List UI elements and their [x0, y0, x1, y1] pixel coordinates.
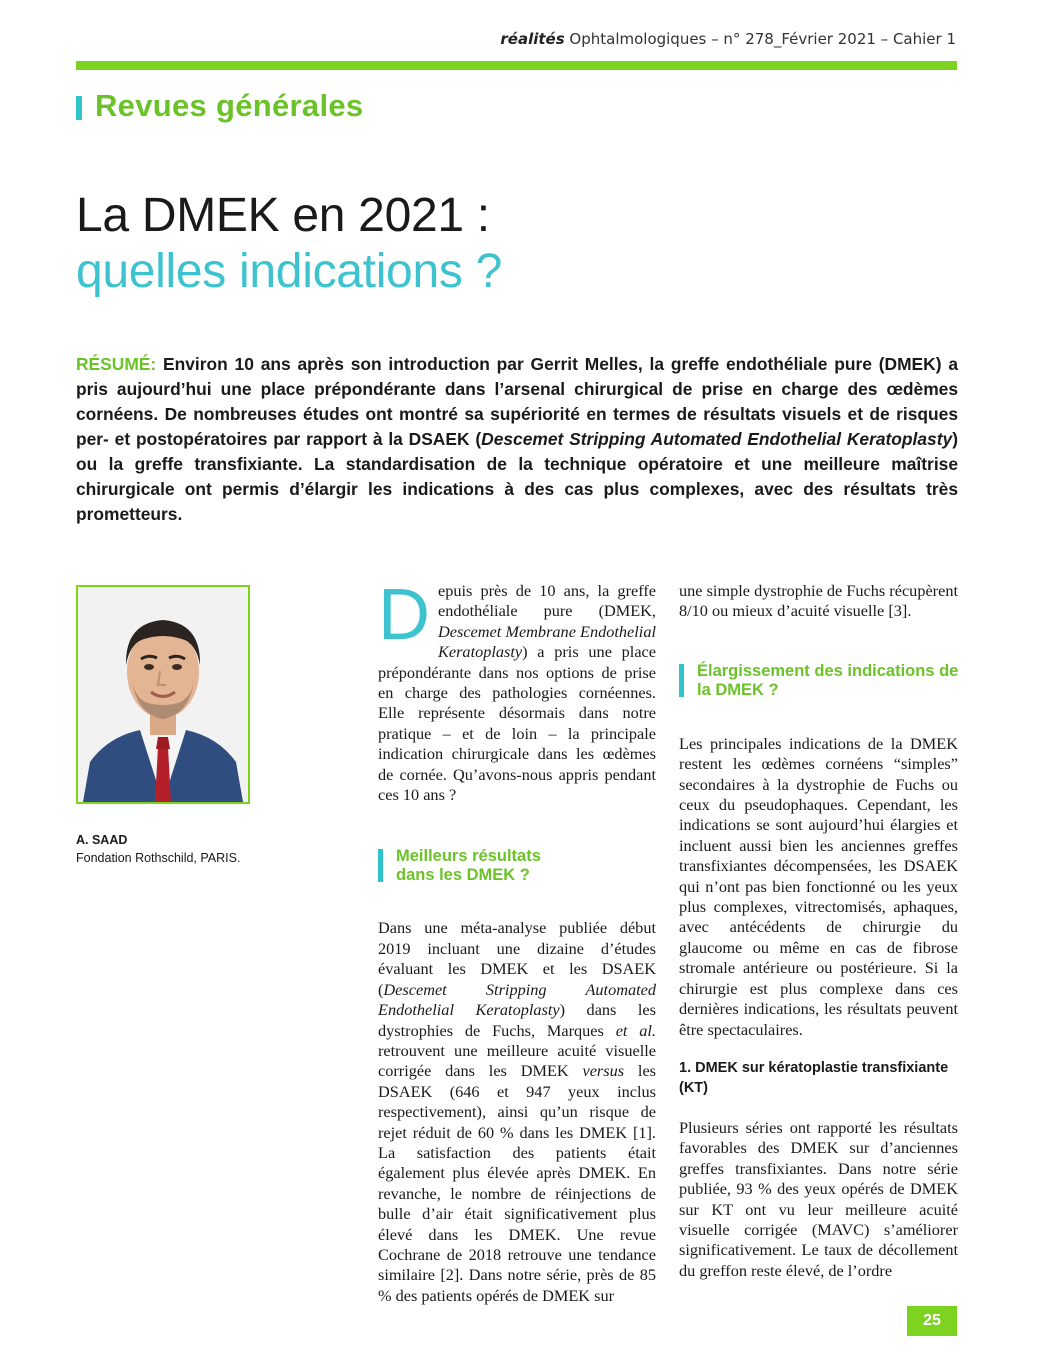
intro-text: epuis près de 10 ans, la greffe endothéliale pure (DMEK, [438, 581, 656, 621]
p2-text-d: les DSAEK (646 et 947 yeux inclus respectivement), ainsi qu’un risque de rejet réduit de 60 % dans les DMEK [1]. La satisfaction des patients était également plus élevée après DMEK. En revanche, le nombre de réinjections de bulle d’air était significativement plus élevé dans les DMEK. Une revue Cochrane de 2018 retrouve une tendance similaire [2]. Dans notre série, près de 85 % des patients opérés de DMEK sur [378, 1061, 656, 1305]
subheading-marker [679, 664, 684, 697]
page-number: 25 [907, 1306, 957, 1336]
article-title: La DMEK en 2021 : [76, 189, 490, 242]
p2-text-c: retrouvent une meilleure acuité visuelle corrigée dans les DMEK [378, 1040, 656, 1081]
issue-line: Ophtalmologiques – n° 278_Février 2021 – Cahier 1 [569, 30, 956, 48]
journal-brand: réalités [500, 30, 565, 48]
col2-paragraph-1: une simple dystrophie de Fuchs récupèrent 8/10 ou mieux d’acuité visuelle [3]. [679, 581, 958, 621]
subheading-results-text: Meilleurs résultats dans les DMEK ? [396, 847, 541, 885]
section-marker [76, 96, 82, 120]
author-portrait [78, 587, 248, 802]
p2-text-a: Dans une méta-analyse publiée début 2019 incluant une dizaine d’études évaluant les DMEK et les DSAEK ( [378, 918, 656, 999]
subsection-heading: 1. DMEK sur kératoplastie transfixiante (KT) [679, 1059, 949, 1096]
p2-italic-1: Descemet Stripping Automated Endothelial Keratoplasty [378, 979, 656, 1020]
abstract-text-end: ) ou la greffe transfixiante. La standardisation de la technique opératoire et une meilleure maîtrise chirurgicale ont permis d’élargir les indications à des cas plus complexes, avec des résultats très prometteurs. [76, 429, 958, 524]
author-name: A. SAAD [76, 833, 128, 847]
subheading-marker [378, 849, 383, 882]
intro-text-end: ) a pris une place prépondérante dans nos options de prise en charge des pathologies cornéennes. Elle représente désormais dans notre pratique – et de loin – la principale indication chirurgicale dans les œdèmes de cornée. Qu’avons-nous appris pendant ces 10 ans ? [378, 642, 656, 805]
running-header [500, 30, 956, 48]
abstract-italic: Descemet Stripping Automated Endothelial Keratoplasty [481, 429, 953, 449]
p2-italic-2: et al. [615, 1020, 656, 1040]
article-subtitle: quelles indications ? [76, 245, 502, 298]
col2-paragraph-3: Plusieurs séries ont rapporté les résultats favorables des DMEK sur d’anciennes greffes transfixiantes. Dans notre série publiée, 93 % des yeux opérés de DMEK sur KT ont vu leur meilleure acuité visuelle corrigée (MAVC) s’améliorer significativement. Le taux de décollement du greffon reste élevé, de l’ordre [679, 1117, 958, 1280]
section-label: Revues générales [95, 88, 364, 123]
intro-paragraph [378, 575, 656, 805]
col2-paragraph-2: Les principales indications de la DMEK restent les œdèmes cornéens “simples” secondaires à la dystrophie de Fuchs ou ceux du pseudophaques. Cependant, les indications se sont aujourd’hui élargies et incluent aussi bien les anciennes greffes transfixiantes décompensées, les DSAEK qui n’ont pas bien fonctionné ou les yeux plus complexes, vitrectomisés, aphaques, avec antécédents de chirurgie du glaucome ou même en cas de fibrose stromale antérieure ou postérieure. Si la chirurgie est plus complexe dans ces dernières indications, les résultats peuvent être spectaculaires. [679, 733, 958, 1039]
abstract-label: RÉSUMÉ: [76, 354, 157, 374]
p2-italic-3: versus [582, 1061, 625, 1081]
author-photo [76, 585, 250, 804]
subheading-indications [679, 662, 967, 700]
subheading-results [378, 847, 576, 885]
p2-text-b: ) dans les dystrophies de Fuchs, Marques [378, 1000, 656, 1040]
subheading-indications-text: Élargissement des indications de la DMEK ? [697, 661, 959, 699]
abstract-text: Environ 10 ans après son introduction par Gerrit Melles, la greffe endothéliale pure (DMEK) a pris aujourd’hui une place prépondérante dans l’arsenal chirurgical de prise en charge des œdèmes cornéens. De nombreuses études ont montré sa supériorité en termes de résultats visuels et de risques per- et postopératoires par rapport à la DSAEK ( [76, 354, 958, 449]
intro-italic: Descemet Membrane Endothelial Keratoplasty [438, 621, 656, 662]
abstract [76, 352, 958, 527]
results-paragraph [378, 918, 656, 1306]
body-column-1 [378, 575, 656, 1306]
drop-cap: D [378, 575, 430, 655]
body-column-2 [679, 581, 958, 1281]
author-affiliation: Fondation Rothschild, PARIS. [76, 851, 241, 865]
header-rule [76, 61, 957, 70]
